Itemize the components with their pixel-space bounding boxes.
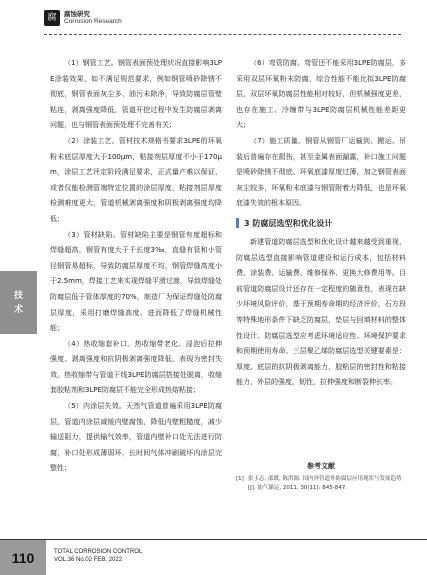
section-marker bbox=[236, 218, 239, 228]
section-title: 3 防腐层选型和优化设计 bbox=[244, 218, 333, 228]
journal-title bbox=[64, 10, 122, 26]
references-title: 参考文献 bbox=[307, 461, 335, 470]
side-tab-char-2: 术 bbox=[13, 304, 23, 315]
paragraph: （5）内涂层失效。天然气管道普遍采用3LPE防腐层，管道内涂层减缓内壁腐蚀，降低内壁粗糙度，减少输送阻力，提供输气效率，管道内壁补口处无法进行防腐，补口处形成薄弱环，长时间气体冲刷破坏内涂层完整性； bbox=[50, 402, 222, 473]
footer-issue: VOL.36 No.02 FEB. 2022 bbox=[54, 557, 123, 563]
reference-number: [1] bbox=[236, 475, 244, 482]
paragraph: （1）钢管工艺。钢管表面预处理状况直接影响3LPE涂装效果，如不满足规范要求，例如钢管喷砂除锈不彻底，钢管表面灰尘多、油污未除净，导致防腐层管壁粘连，剥离强度降低，管道开挖过程中发生防腐层剥离问题，也与钢管表面预处理不完善有关； bbox=[50, 59, 222, 130]
paragraph: 新建管道防腐层选型和优化设计越来越受到重视，防腐层选型直接影响管道建设和运行成本，包括材料费、涂装费、运输费、维修保养、更换大修费用等。目前管道防腐层设计还存在一定程度的随意性，表现在缺少环境风险评价，基于预期寿命期的经济评价，石方段等特殊地形条件下缺乏防腐层，垫层与回填材料的整体性设计。防腐层选型应考虑环境适应性、环境保护要求和预期使用寿命。三层聚乙烯防腐层选型关键要素是：厚度、底层的抗阴极剥离能力，胶粘层的密封性和粘接能力，外层的强度，韧性，拉伸强度和断裂伸长率。 bbox=[236, 237, 406, 387]
left-column bbox=[50, 56, 222, 477]
footer-divider bbox=[0, 539, 427, 540]
journal-title-cn: 腐蚀研究 bbox=[64, 10, 90, 18]
paragraph: （4）热收缩套补口。热收缩带老化、浸泡后拉伸强度、剥离强度和抗阴极剥离强度降低，表现为密封失效。热收缩带与管道干线3LPE防腐层搭接处脱离，收缩套胶粘剂和3LPE防腐层不能完全形成热熔粘接； bbox=[50, 339, 222, 395]
reference-text: 张玉志, 邵媛, 陈洪源. 国内外管道外防腐层应用现状与发展趋势[J]. 油气储运, 2011, 30(11): 845-847. bbox=[248, 475, 402, 491]
journal-logo-icon: 腐 bbox=[44, 10, 60, 26]
paragraph: （7）施工质量。钢管从钢管厂运输到、搬运、吊装后普遍存在损伤，甚至金属表面漏露，补口施工问题是喷砂除锈不彻底、环氧底漆厚度过薄，加之钢管表面灰尘较多，环氧粉末底漆与钢管附着力降低，也是环氧底漆失效的根本原因。 bbox=[236, 136, 406, 208]
journal-header bbox=[44, 8, 122, 28]
paragraph: （2）涂装工艺。管材技术规格书要求3LPE的环氧粉末底层厚度大于100μm，粘接剂层厚度不小于170μm，涂层工艺评定阶段满足要求，正式量产难以保证，或者仅能检测管端特定位置的涂层厚度，粘接剂层厚度检测难度更大，管道机械剥离强度和阴极剥离强度均降低； bbox=[50, 136, 222, 223]
right-column bbox=[236, 56, 406, 493]
side-tab-char-1: 技 bbox=[13, 290, 23, 301]
footer-journal-name: TOTAL CORROSION CONTROL bbox=[54, 549, 143, 555]
section-heading bbox=[236, 218, 406, 229]
section-side-tab bbox=[0, 271, 37, 334]
journal-title-en: Corrosion Research bbox=[64, 18, 122, 25]
header-divider bbox=[44, 34, 401, 35]
page-number: 110 bbox=[0, 540, 46, 575]
footer-journal bbox=[54, 548, 142, 564]
paragraph: （6）弯管防腐。弯管还不能采用3LPE防腐层，多采用双层环氧粉末防腐，综合性能不能比拟3LPE防腐层，双层环氧防腐层性能相对较好，但机械强度更差，也存在施工、冷缠带与3LPE防腐层机械性能差距更大； bbox=[236, 59, 406, 130]
reference-item bbox=[236, 475, 406, 493]
paragraph: （3）管材缺陷。管材缺陷主要是钢管有度超标和焊缝超高，钢管有度大于千长度3‰，直缝有管和小管径钢管易超标，导致防腐层厚度不均，钢管焊缝高度小于2.5mm，焊接工艺来实现焊缝平滑过渡，导致焊缝处防腐层低于管体厚度的70%，制造厂为保证焊缝处防腐层厚度，采用打磨焊缝高度，进而降低了焊缝机械性能； bbox=[50, 230, 222, 333]
